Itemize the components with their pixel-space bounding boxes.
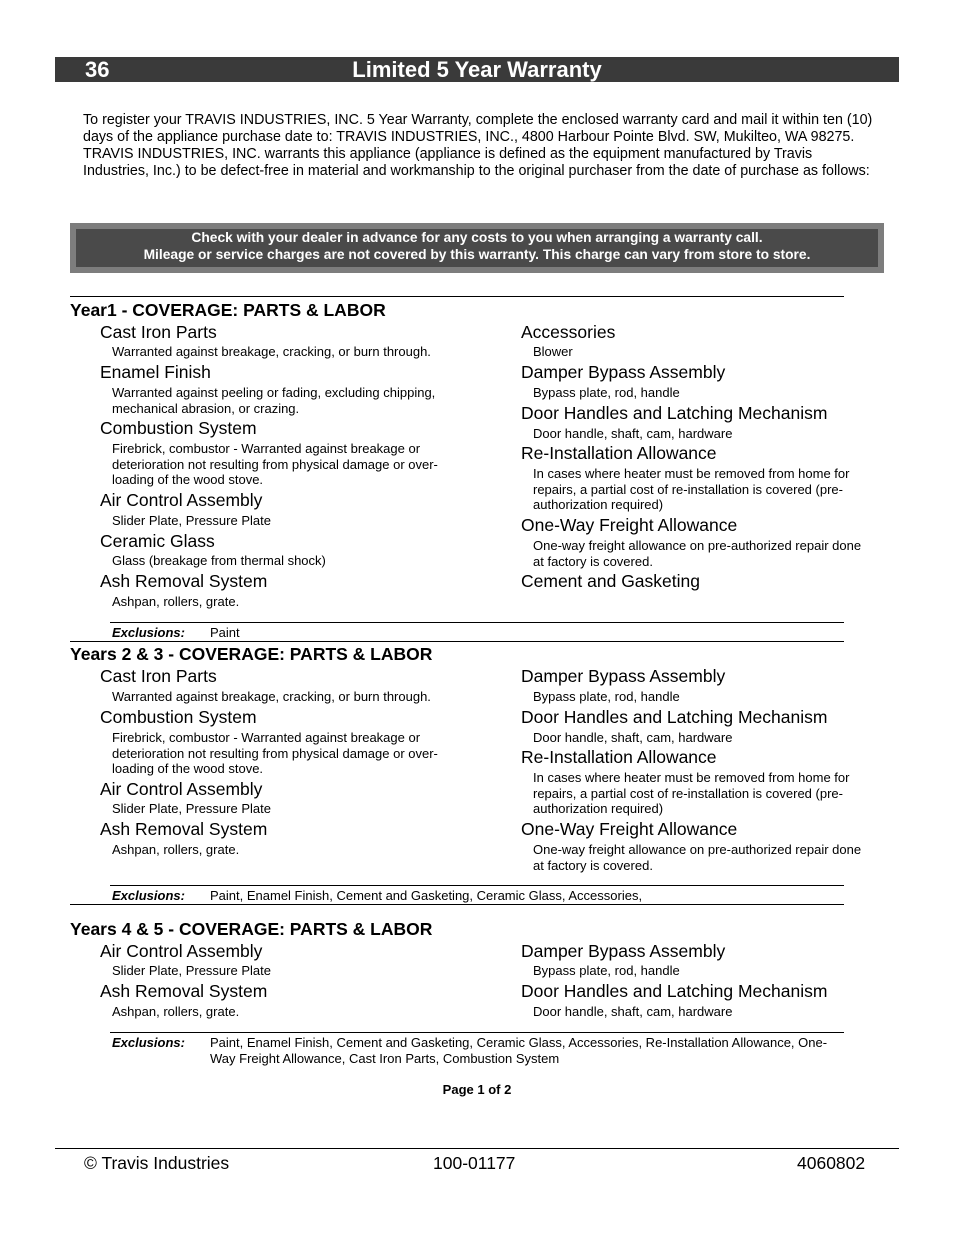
coverage-item-title: Cast Iron Parts <box>100 666 217 686</box>
coverage-item-title: Combustion System <box>100 707 257 727</box>
dealer-notice-text <box>76 229 878 267</box>
section-title-year1: Year1 - COVERAGE: PARTS & LABOR <box>70 300 386 320</box>
coverage-item-title: Door Handles and Latching Mechanism <box>521 707 828 727</box>
coverage-item-desc: Warranted against peeling or fading, excluding chipping, mechanical abrasion, or crazing. <box>112 385 436 416</box>
coverage-item-title: Combustion System <box>100 418 257 438</box>
coverage-item-desc: Ashpan, rollers, grate. <box>112 1004 240 1019</box>
footer-divider <box>55 1148 899 1149</box>
exclusions-label: Exclusions: <box>112 625 185 640</box>
coverage-item-desc: Bypass plate, rod, handle <box>533 689 680 704</box>
exclusions-text: Paint, Enamel Finish, Cement and Gasketing, Ceramic Glass, Accessories, Re-Installation Allowance, One-Way Freight Allowance, Cast Iron Parts, Combustion System <box>210 1035 828 1066</box>
coverage-item-title: Ash Removal System <box>100 571 268 591</box>
coverage-item-desc: Firebrick, combustor - Warranted against breakage or deterioration not resulting from physical damage or over-loading of the wood stove. <box>112 441 438 487</box>
coverage-item-title: Damper Bypass Assembly <box>521 362 726 382</box>
coverage-item-desc: Door handle, shaft, cam, hardware <box>533 1004 733 1019</box>
coverage-item-title: One-Way Freight Allowance <box>521 515 738 535</box>
coverage-item-title: Air Control Assembly <box>100 941 263 961</box>
exclusions-label: Exclusions: <box>112 1035 185 1050</box>
dealer-notice-box <box>70 223 884 273</box>
coverage-item-desc: Ashpan, rollers, grate. <box>112 594 240 609</box>
intro-paragraph: To register your TRAVIS INDUSTRIES, INC. 5 Year Warranty, complete the enclosed warranty card and mail it within ten (10) days of the appliance purchase date to: TRAVIS INDUSTRIES, INC., 4800 Harbour Pointe Blvd. SW, Mukilteo, WA 98275. TRAVIS INDUSTRIES, INC. warrants this appliance (appliance is defined as the equipment manufactured by Travis Industries, Inc.) to be defect-free in material and workmanship to the original purchaser from the date of purchase as follows: <box>83 112 873 179</box>
coverage-item-title: Damper Bypass Assembly <box>521 941 726 961</box>
coverage-item-title: Ceramic Glass <box>100 531 215 551</box>
exclusions-label: Exclusions: <box>112 888 185 903</box>
coverage-item-title: Re-Installation Allowance <box>521 443 717 463</box>
section-divider <box>70 641 844 642</box>
coverage-item-title: Damper Bypass Assembly <box>521 666 726 686</box>
coverage-item-title: Cement and Gasketing <box>521 571 700 591</box>
exclusions-text: Paint, Enamel Finish, Cement and Gasketing, Ceramic Glass, Accessories, <box>210 888 643 903</box>
section-divider <box>70 296 844 297</box>
coverage-item-desc: Slider Plate, Pressure Plate <box>112 513 271 528</box>
coverage-item-title: Cast Iron Parts <box>100 322 217 342</box>
coverage-item-desc: Glass (breakage from thermal shock) <box>112 553 326 568</box>
coverage-item-desc: One-way freight allowance on pre-authorized repair done at factory is covered. <box>533 538 862 569</box>
coverage-item-desc: Door handle, shaft, cam, hardware <box>533 730 733 745</box>
exclusions-text: Paint <box>210 625 240 640</box>
coverage-item-title: Ash Removal System <box>100 981 268 1001</box>
footer-code: 4060802 <box>797 1153 866 1173</box>
coverage-item-desc: Door handle, shaft, cam, hardware <box>533 426 733 441</box>
coverage-item-desc: Slider Plate, Pressure Plate <box>112 963 271 978</box>
footer-copyright: © Travis Industries <box>84 1153 230 1173</box>
page-header-bar <box>55 57 899 82</box>
notice-line-1: Check with your dealer in advance for any costs to you when arranging a warranty call. <box>191 230 763 245</box>
exclusions-divider <box>110 1032 844 1033</box>
coverage-item-desc: Ashpan, rollers, grate. <box>112 842 240 857</box>
section-title-years-2-3: Years 2 & 3 - COVERAGE: PARTS & LABOR <box>70 644 433 664</box>
coverage-item-desc: Slider Plate, Pressure Plate <box>112 801 271 816</box>
exclusions-divider <box>110 622 844 623</box>
coverage-item-desc: One-way freight allowance on pre-authorized repair done at factory is covered. <box>533 842 862 873</box>
section-divider <box>70 904 844 905</box>
coverage-item-title: One-Way Freight Allowance <box>521 819 738 839</box>
coverage-item-desc: In cases where heater must be removed from home for repairs, a partial cost of re-installation is covered (pre-authorization required) <box>533 466 850 512</box>
coverage-item-desc: Blower <box>533 344 573 359</box>
coverage-item-title: Ash Removal System <box>100 819 268 839</box>
notice-line-2: Mileage or service charges are not covered by this warranty. This charge can vary from store to store. <box>143 247 811 262</box>
page-indicator: Page 1 of 2 <box>442 1082 512 1097</box>
exclusions-divider <box>110 885 844 886</box>
page-title: Limited 5 Year Warranty <box>352 57 602 82</box>
coverage-item-title: Door Handles and Latching Mechanism <box>521 403 828 423</box>
coverage-item-title: Door Handles and Latching Mechanism <box>521 981 828 1001</box>
coverage-item-desc: In cases where heater must be removed from home for repairs, a partial cost of re-installation is covered (pre-authorization required) <box>533 770 850 816</box>
coverage-item-title: Re-Installation Allowance <box>521 747 717 767</box>
coverage-item-title: Accessories <box>521 322 616 342</box>
page-number: 36 <box>85 57 110 82</box>
section-title-years-4-5: Years 4 & 5 - COVERAGE: PARTS & LABOR <box>70 919 433 939</box>
coverage-item-desc: Bypass plate, rod, handle <box>533 963 680 978</box>
coverage-item-title: Air Control Assembly <box>100 490 263 510</box>
coverage-item-title: Air Control Assembly <box>100 779 263 799</box>
coverage-item-desc: Firebrick, combustor - Warranted against breakage or deterioration not resulting from physical damage or over-loading of the wood stove. <box>112 730 438 776</box>
coverage-item-title: Enamel Finish <box>100 362 211 382</box>
coverage-item-desc: Warranted against breakage, cracking, or burn through. <box>112 344 431 359</box>
coverage-item-desc: Warranted against breakage, cracking, or burn through. <box>112 689 431 704</box>
footer-doc-number: 100-01177 <box>433 1153 516 1173</box>
coverage-item-desc: Bypass plate, rod, handle <box>533 385 680 400</box>
